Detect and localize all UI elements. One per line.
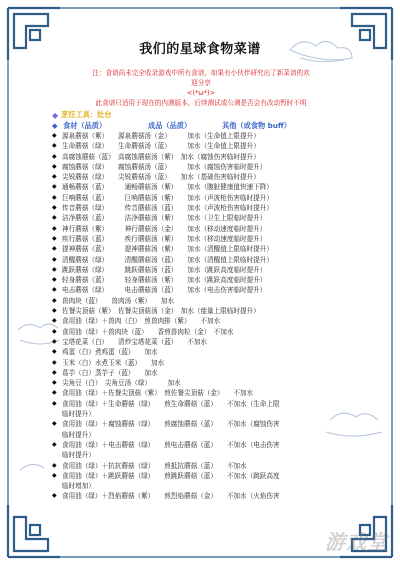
recipe-text: 食用油（绿）＋佐餐尖顶菇（紫） 煎佐餐尖顶菇（金） 不加水 [62,389,254,398]
recipe-row [52,275,372,285]
recipe-text: 提神蘑菇（蓝） 提神蘑菇汤（紫） 加水（清醒值上限临时提升） [62,245,273,254]
bullet-icon: ◆ [52,461,57,469]
bullet-icon: ◆ [52,358,57,366]
recipe-row [52,419,372,429]
recipe-text: 食用油（绿）＋抗抗蘑菇（绿） 煎抵抗蘑菇（蓝） 不加水 [62,461,247,470]
bullet-icon: ◆ [52,307,57,315]
header-other: 其他（或食物 buff） [222,121,291,130]
bullet-icon: ◆ [52,440,57,448]
recipe-text: 高腐蚀蘑菇（蓝） 高腐蚀蘑菇汤（紫） 加水（腐蚀伤害临时提升） [62,152,260,161]
bullet-icon: ◆ [52,183,57,191]
recipe-row [52,172,372,182]
header-product: 成品（品质） [148,121,192,130]
recipe-text: 兽肉块（蓝） 兽肉汤（紫） 加水 [62,296,175,305]
recipe-text: 神行蘑菇（紫） 神行蘑菇汤（金） 加水（移动速度临时提升） [62,224,267,233]
bullet-icon: ◆ [52,471,57,479]
recipe-row [52,450,372,460]
bullet-icon: ◆ [52,255,57,263]
recipe-text: 源泉蘑菇（紫） 源泉蘑菇汤（金） 加水（生命值上限提升） [62,132,260,140]
recipe-text: 疾行蘑菇（蓝） 疾行蘑菇汤（紫） 加水（移动速度临时提升） [62,234,267,243]
recipe-row [52,409,372,419]
recipe-text: 鸡蛋（白）煮鸡蛋（蓝） 加水 [62,348,158,357]
recipe-row [52,491,372,501]
recipe-row [52,388,372,398]
recipe-text: 临时增加） [62,482,95,491]
bullet-icon: ◆ [52,379,57,387]
recipe-text: 食用油（绿）＋跳跃蘑菇（绿） 煎跳跃蘑菇（蓝） 不加水（跳跃高度 [62,471,280,480]
recipe-row [52,244,372,254]
recipe-row [52,461,372,471]
recipe-text: 玉米（白）水煮玉米（蓝） 加水 [62,358,165,367]
recipe-row [52,265,372,275]
header-icon: ◆ [52,121,58,130]
recipe-row [52,481,372,491]
bullet-icon: ◆ [52,399,57,407]
bullet-icon: ◆ [52,420,57,428]
recipe-row [52,316,372,326]
recipe-row [52,399,372,409]
recipe-text: 食用油（绿）＋腐蚀蘑菇（绿） 煎腐蚀蘑菇（蓝） 不加水（腐蚀伤害 [62,420,280,429]
recipe-text: 食用油（绿）＋烈焰蘑菇（紫） 煎烈焰蘑菇（金） 不加水（火焰伤害 [62,492,280,501]
recipe-text: 食用油（绿）＋兽肉（白） 煎兽肉排（紫） 不加水 [62,317,221,326]
recipe-row [52,213,372,223]
bullet-icon: ◆ [52,327,57,335]
recipe-row [52,182,372,192]
bullet-icon: ◆ [52,276,57,284]
bullet-icon: ◆ [52,234,57,242]
bullet-icon: ◆ [52,296,57,304]
recipe-row [52,193,372,203]
bullet-icon: ◆ [52,224,57,232]
recipe-list [52,131,372,502]
bullet-icon: ◆ [52,193,57,201]
recipe-text: 传音蘑菇（绿） 传音蘑菇汤（蓝） 加水（声波枪伤害临时提升） [62,204,273,213]
bullet-icon: ◆ [52,337,57,345]
bullet-icon: ◆ [52,162,57,170]
recipe-note [70,68,332,108]
recipe-row [52,368,372,378]
recipe-text: 临时提升） [62,410,95,419]
recipe-text: 食用油（绿）＋生命蘑菇（绿） 煎生命蘑菇（蓝） 不加水（生命上限 [62,399,280,408]
recipe-row [52,296,372,306]
recipe-text: 食用油（绿）＋兽肉块（蓝） 香煎兽肉粒（金） 不加水 [62,327,234,336]
recipe-text: 轻身蘑菇（蓝） 轻身蘑菇汤（紫） 加水（跳跃高度临时提升） [62,276,267,285]
recipe-row [52,306,372,316]
recipe-row [52,471,372,481]
recipe-text: 尖角豆（白） 尖角豆汤（绿） 加水 [62,379,181,388]
bullet-icon: ◆ [52,368,57,376]
watermark-logo: 游戏堂 [325,530,388,554]
recipe-text: 电击蘑菇（绿） 电击蘑菇汤（蓝） 加水（电击伤害临时提升） [62,286,267,295]
note-line-1: 注：食谱尚未完全收录游戏中所有食谱，如果有小伙伴研究出了新菜谱的欢 [92,69,310,77]
header-ingredients: 食材（品质） [63,121,107,130]
recipe-row [52,440,372,450]
bullet-icon: ◆ [52,286,57,294]
section-heading [52,110,111,120]
recipe-text: 腐蚀蘑菇（绿） 腐蚀蘑菇汤（蓝） 加水（腐蚀伤害临时提升） [62,162,267,171]
recipe-text: 清醒蘑菇（绿） 清醒蘑菇汤（蓝） 加水（清醒值上限临时提升） [62,255,273,264]
recipe-row [52,152,372,162]
bullet-icon: ◆ [52,173,57,181]
bullet-icon: ◆ [52,348,57,356]
recipe-row [52,224,372,234]
bullet-icon: ◆ [52,492,57,500]
table-header [52,121,372,131]
recipe-row [52,255,372,265]
recipe-text: 临时提升） [62,430,95,439]
recipe-text: 通畅蘑菇（蓝） 通畅蘑菇汤（紫） 加水（腹脏健康值快速下降） [62,183,273,192]
bullet-icon: ◆ [52,204,57,212]
section-label: 烹饪工具：灶台 [61,110,112,119]
recipe-text: 临时提升） [62,451,95,460]
recipe-text: 尖锐蘑菇（绿） 尖锐蘑菇汤（蓝） 加水（基础伤害临时提升） [62,173,260,182]
recipe-row [52,430,372,440]
recipe-row [52,327,372,337]
bullet-icon: ◆ [52,317,57,325]
bullet-icon: ◆ [52,142,57,150]
note-line-4: 此食谱只适用于现在的内测版本，后续测试或公测是否会有改动暂时不明 [95,99,307,107]
bullet-icon: ◆ [52,214,57,222]
bullet-icon: ◆ [52,152,57,160]
recipe-row [52,203,372,213]
bullet-icon: ◆ [52,265,57,273]
recipe-row [52,131,372,141]
recipe-text: 食用油（绿）＋电击蘑菇（绿） 煎电击蘑菇（蓝） 不加水（电击伤害 [62,440,280,449]
diamond-icon: ◆ [52,110,59,120]
recipe-text: 跳跃蘑菇（绿） 跳跃蘑菇汤（蓝） 加水（跳跃高度临时提升） [62,265,267,274]
recipe-text: 生命蘑菇（绿） 生命蘑菇汤（蓝） 加水（生命值上限提升） [62,142,260,151]
bullet-icon: ◆ [52,245,57,253]
recipe-row [52,347,372,357]
recipe-text: 宝塔花菜（白） 清炒宝塔花菜（蓝） 不加水 [62,337,208,346]
recipe-row [52,162,372,172]
recipe-row [52,141,372,151]
note-line-2: 迎分享 [191,79,211,87]
recipe-row [52,234,372,244]
bullet-icon: ◆ [52,132,57,139]
recipe-row [52,378,372,388]
bullet-icon: ◆ [52,389,57,397]
recipe-text: 巨响蘑菇（蓝） 巨响蘑菇汤（紫） 加水（声波枪伤害临时提升） [62,193,273,202]
recipe-row [52,337,372,347]
page-title: 我们的星球食物菜谱 [139,42,261,57]
recipe-text: 洁净蘑菇（蓝） 洁净蘑菇汤（紫） 加水（卫生上限临时提升） [62,214,267,223]
recipe-text: 葛芋（白）蒸芋子（蓝） 加水 [62,368,158,377]
recipe-text: 佐餐尖顶菇（紫） 佐餐尖顶菇汤（金） 加水（能量上限临时提升） [62,307,260,316]
note-line-3: <(*ω*)> [186,89,216,97]
recipe-row [52,358,372,368]
recipe-row [52,285,372,295]
